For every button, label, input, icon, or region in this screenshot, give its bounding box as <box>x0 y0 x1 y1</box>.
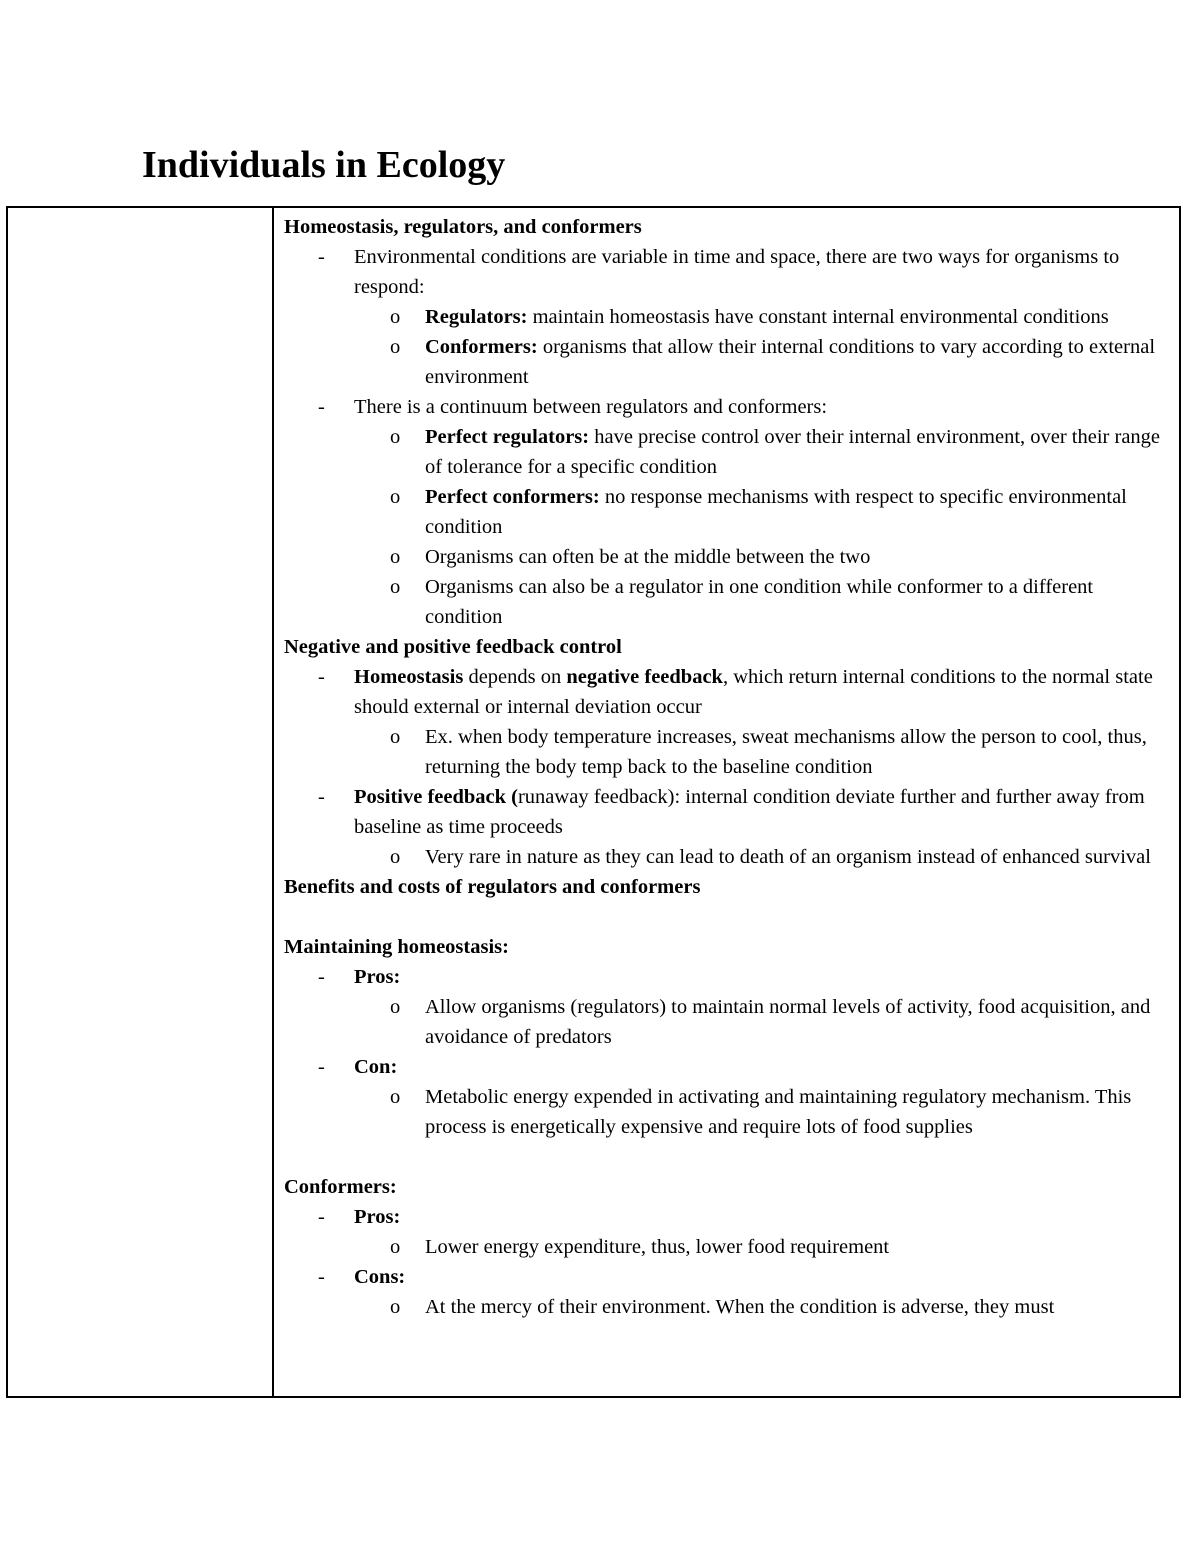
notes-column <box>284 212 1165 1396</box>
circle-bullet: o <box>390 486 401 508</box>
list-item: - Homeostasis depends on negative feedback, which return internal conditions to the normal state should external or internal deviation occur <box>284 662 1165 722</box>
list-item: o Perfect regulators: have precise control over their internal environment, over their range of tolerance for a specific condition <box>284 422 1165 482</box>
list-item: o Allow organisms (regulators) to maintain normal levels of activity, food acquisition, and avoidance of predators <box>284 992 1165 1052</box>
list-item: o Perfect conformers: no response mechanisms with respect to specific environmental condition <box>284 482 1165 542</box>
section-heading-benefits: Benefits and costs of regulators and conformers <box>284 876 701 898</box>
dash-bullet: - <box>318 666 325 688</box>
circle-bullet: o <box>390 996 401 1018</box>
list-item: - Positive feedback (runaway feedback): internal condition deviate further and further away from baseline as time proceeds <box>284 782 1165 842</box>
spacer <box>284 1142 1165 1172</box>
circle-bullet: o <box>390 546 401 568</box>
circle-bullet: o <box>390 846 401 868</box>
section-heading-conformers: Conformers: <box>284 1176 397 1198</box>
term-regulators: Regulators: <box>425 306 528 328</box>
circle-bullet: o <box>390 426 401 448</box>
circle-bullet: o <box>390 1086 401 1108</box>
dash-bullet: - <box>318 396 325 418</box>
list-item: o At the mercy of their environment. When the condition is adverse, they must <box>284 1292 1165 1322</box>
page-title: Individuals in Ecology <box>142 144 506 186</box>
circle-bullet: o <box>390 726 401 748</box>
list-item: o Organisms can also be a regulator in one condition while conformer to a different condition <box>284 572 1165 632</box>
list-item: o Organisms can often be at the middle between the two <box>284 542 1165 572</box>
term-conformers: Conformers: <box>425 336 538 358</box>
circle-bullet: o <box>390 306 401 328</box>
dash-bullet: - <box>318 1266 325 1288</box>
dash-bullet: - <box>318 1056 325 1078</box>
list-item: - Cons: <box>284 1262 1165 1292</box>
term-perfect-regulators: Perfect regulators: <box>425 426 590 448</box>
circle-bullet: o <box>390 336 401 358</box>
section-heading-homeostasis: Homeostasis, regulators, and conformers <box>284 216 642 238</box>
term-homeostasis: Homeostasis <box>354 666 464 688</box>
term-positive-feedback: Positive feedback ( <box>354 786 518 808</box>
section-heading-feedback: Negative and positive feedback control <box>284 636 622 658</box>
spacer <box>284 902 1165 932</box>
list-item: o Lower energy expenditure, thus, lower food requirement <box>284 1232 1165 1262</box>
list-item: o Regulators: maintain homeostasis have constant internal environmental conditions <box>284 302 1165 332</box>
list-item: - Pros: <box>284 962 1165 992</box>
dash-bullet: - <box>318 966 325 988</box>
list-item: o Conformers: organisms that allow their internal conditions to vary according to external environment <box>284 332 1165 392</box>
circle-bullet: o <box>390 1236 401 1258</box>
list-item: o Metabolic energy expended in activating and maintaining regulatory mechanism. This process is energetically expensive and require lots of food supplies <box>284 1082 1165 1142</box>
dash-bullet: - <box>318 786 325 808</box>
circle-bullet: o <box>390 1296 401 1318</box>
circle-bullet: o <box>390 576 401 598</box>
notes-table <box>6 206 1181 1398</box>
list-item: - There is a continuum between regulators and conformers: <box>284 392 1165 422</box>
list-item: - Pros: <box>284 1202 1165 1232</box>
dash-bullet: - <box>318 246 325 268</box>
list-item: o Very rare in nature as they can lead to death of an organism instead of enhanced survival <box>284 842 1165 872</box>
dash-bullet: - <box>318 1206 325 1228</box>
term-perfect-conformers: Perfect conformers: <box>425 486 600 508</box>
section-heading-maintaining: Maintaining homeostasis: <box>284 936 509 958</box>
cue-column <box>8 208 274 1396</box>
list-item: - Environmental conditions are variable in time and space, there are two ways for organisms to respond: <box>284 242 1165 302</box>
list-item: - Con: <box>284 1052 1165 1082</box>
list-item: o Ex. when body temperature increases, sweat mechanisms allow the person to cool, thus, returning the body temp back to the baseline condition <box>284 722 1165 782</box>
term-negative-feedback: negative feedback <box>566 666 723 688</box>
